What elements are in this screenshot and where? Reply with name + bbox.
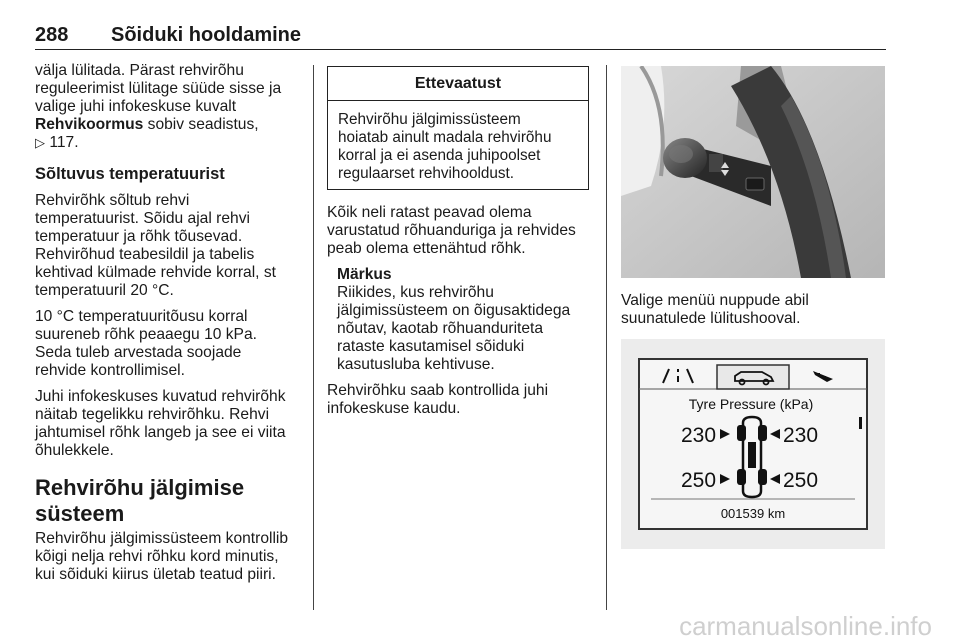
paragraph-check: Rehvirõhku saab kontrollida juhi infokeskuse kaudu. [327,382,549,417]
paragraph-monitoring: Rehvirõhu jälgimissüsteem kontrollib kõigi nelja rehvi rõhku kord minutis, kui sõiduki kiirus ületab teatud piiri. [35,530,289,583]
caution-text: Rehvirõhu jälgimissüsteem hoiatab ainult madala rehvirõhu korral ja ei asenda juhipoolset regulaarset rehvihooldust. [338,111,552,182]
column-3 [621,292,883,336]
display-title: Tyre Pressure (kPa) [688,396,814,412]
watermark: carmanualsonline.info [679,611,932,641]
section-heading: Rehvirõhu jälgimise süsteem [35,475,245,526]
paragraph-temperature: Rehvirõhk sõltub rehvi temperatuurist. Sõidu ajal rehvi temperatuur ja rõhk tõusevad. Rehvirõhud teabesildil ja tabelis kehtivad külmade rehvide korral, st temperatuuril 20 °C. [35,192,276,299]
pressure-rear-right: 250 [783,469,819,492]
page-reference: 117. [49,134,79,151]
display-scrollbar [859,417,862,429]
pressure-rear-left: 250 [681,469,717,492]
caution-title: Ettevaatust [328,67,588,101]
tire-rear-right [758,469,767,485]
pressure-front-left: 230 [681,424,717,447]
tire-rear-left [737,469,746,485]
photo-caption: Valige menüü nuppude abil suunatulede lülitushooval. [621,292,809,327]
tire-front-right [758,425,767,441]
page-title: Sõiduki hooldamine [111,24,302,46]
caution-box [327,66,589,190]
turn-signal-lever-photo [621,66,885,278]
tire-front-left [737,425,746,441]
subheading-temperature: Sõltuvus temperatuurist [35,165,225,183]
tab-vehicle-selected [717,365,789,389]
menu-term: Rehvikoormus [35,116,144,133]
page-reference-icon: ▷ [35,135,45,150]
paragraph-pressure-rise: 10 °C temperatuuritõusu korral suureneb rõhk peaaegu 10 kPa. Seda tuleb arvestada soojade rehvide kontrollimisel. [35,308,257,379]
paragraph-sensors: Kõik neli ratast peavad olema varustatud rõhuanduriga ja rehvides peab olema ettenähtud rõhk. [327,204,576,257]
pressure-front-right: 230 [783,424,819,447]
page-header [35,23,886,50]
page-number: 288 [35,24,69,46]
column-divider-left [313,65,314,610]
column-1 [35,62,303,592]
tyre-pressure-display [621,339,885,549]
column-divider-right [606,65,607,610]
odometer: 001539 km [720,506,786,521]
paragraph-intro: välja lülitada. Pärast rehvirõhu reguleerimist lülitage süüde sisse ja valige juhi infokeskuse kuvalt Rehvikoormus sobiv seadistus, ▷ 117. [35,62,282,151]
note-block: Märkus Riikides, kus rehvirõhu jälgimissüsteem on õigusaktidega nõutav, kaotab rõhuanduriteta rataste kasutamisel sõiduki kasutusluba kehtivuse. [337,266,571,373]
column-2 [327,204,589,426]
paragraph-display-pressure: Juhi infokeskuses kuvatud rehvirõhk näitab tegelikku rehvirõhku. Rehvi jahtumisel rõhk langeb ja see ei viita õhulekkele. [35,388,286,459]
note-heading: Märkus [337,266,392,283]
